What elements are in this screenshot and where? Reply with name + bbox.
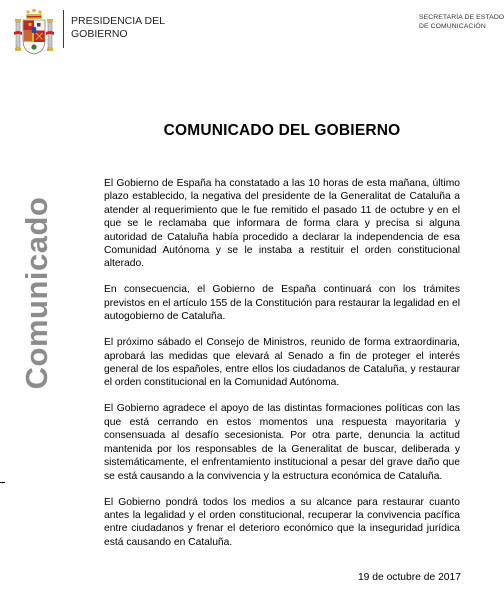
department-name-line-2: DE COMUNICACIÓN (419, 22, 486, 30)
document-date: 19 de octubre de 2017 (357, 572, 461, 583)
organization-name (71, 15, 221, 41)
margin-mark (0, 482, 5, 483)
paragraph-3: El próximo sábado el Consejo de Ministros, reunido de forma extraordinaria, aprobará las medidas que elevará al Senado a fin de proteger el interés general de los españoles, entre ellos los ciudadanos de Cataluña, y restaurar el orden constitucional en la Comunidad Autónoma. (104, 337, 460, 389)
side-label (19, 186, 54, 400)
paragraph-5: El Gobierno pondrá todos los medios a su alcance para restaurar cuanto antes la legalidad y el orden constitucional, recuperar la convivencia pacífica entre ciudadanos y frenar el deterioro económico que la inseguridad jurídica está causando en Cataluña. (104, 496, 460, 548)
document-body (104, 177, 460, 562)
organization-name-line-2: GOBIERNO (71, 28, 128, 40)
department-name-line-1: SECRETARÍA DE ESTADO (419, 14, 504, 21)
department-name (419, 14, 504, 31)
paragraph-1: El Gobierno de España ha constatado a las 10 horas de esta mañana, último plazo establecido, la negativa del presidente de la Generalitat de Cataluña a atender al requerimiento que le fue remitido el pasado 11 de octubre y en el que se le reclamaba que informara de forma clara y precisa si alguna autoridad de Cataluña había procedido a declarar la independencia de esa Comunidad Autónoma y se le instaba a restituir el orden constitucional alterado. (104, 178, 460, 270)
coat-of-arms-icon (14, 8, 54, 56)
header-divider (63, 10, 64, 48)
side-label-text: Comunicado (18, 196, 54, 390)
document-title: COMUNICADO DEL GOBIERNO (163, 122, 401, 139)
paragraph-2: En consecuencia, el Gobierno de España continuará con los trámites previstos en el artículo 155 de la Constitución para restaurar la legalidad en el autogobierno de Cataluña. (104, 284, 460, 323)
organization-name-line-1: PRESIDENCIA DEL (71, 15, 165, 27)
paragraph-4: El Gobierno agradece el apoyo de las distintas formaciones políticas con las que está cerrando en estos momentos una respuesta mayoritaria y consensuada al desafío secesionista. Por otra parte, denuncia la actitud mantenida por los responsables de la Generalitat de buscar, deliberada y sistemáticamente, el enfrentamiento institucional a pesar del grave daño que se está causando a la convivencia y la estructura económica de Cataluña. (104, 403, 460, 482)
